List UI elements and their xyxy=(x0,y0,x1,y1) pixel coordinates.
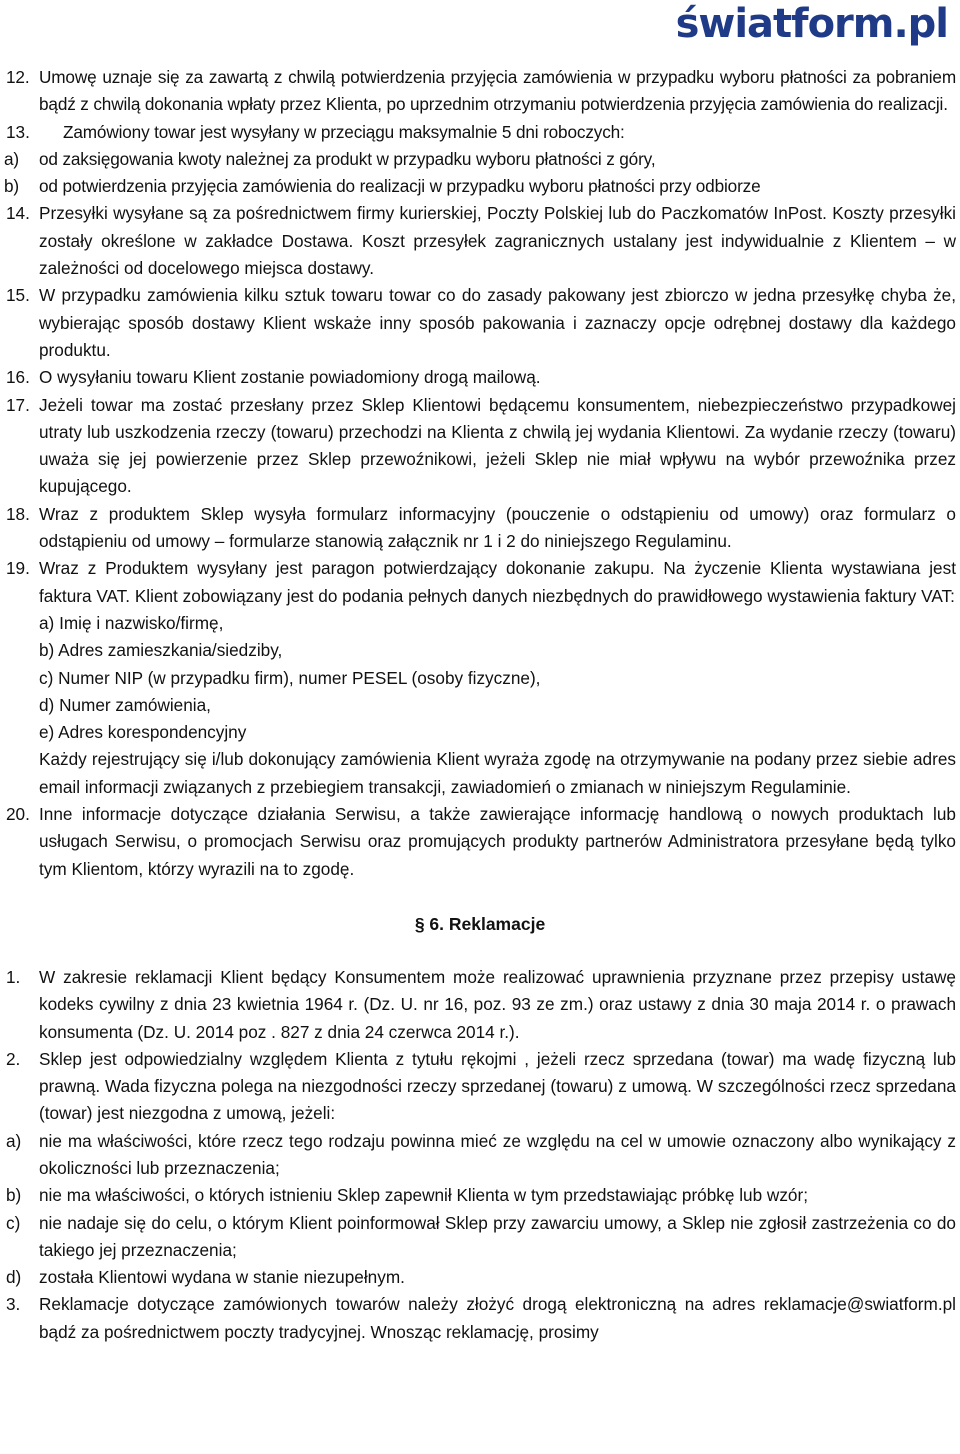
item-text: Jeżeli towar ma zostać przesłany przez Sklep Klientowi będącemu konsumentem, niebezpieczeństwo przypadkowej utraty lub uszkodzenia rzeczy (towaru) przechodzi na Klienta z chwilą jej wydania Klientowi. Za wydanie rzeczy (towaru) uważa się jej powierzenie przez Sklep przewoźnikowi, jeżeli Sklep nie miał wpływu na wybór przewoźnika przez kupującego. xyxy=(39,394,956,497)
list-item xyxy=(0,200,960,282)
item-text: W zakresie reklamacji Klient będący Konsumentem może realizować uprawnienia przyznane przez przepisy ustawę kodeks cywilny z dnia 23 kwietnia 1964 r. (Dz. U. nr 16, poz. 93 ze zm.) oraz ustawy z dnia 30 maja 2014 r. o prawach konsumenta (Dz. U. 2014 poz . 827 z dnia 24 czerwca 2014 r.). xyxy=(39,966,956,1042)
item-text: O wysyłaniu towaru Klient zostanie powiadomiony drogą mailową. xyxy=(39,367,541,388)
item-number: 1. xyxy=(6,966,21,987)
item-text: nie ma właściwości, które rzecz tego rodzaju powinna mieć ze względu na cel w umowie oznaczony albo wynikający z okoliczności lub przeznaczenia; xyxy=(39,1130,956,1178)
list-item xyxy=(0,364,960,391)
item-number: 12. xyxy=(6,67,30,87)
item-text: Wraz z produktem Sklep wysyła formularz informacyjny (pouczenie o odstąpieniu od umowy) oraz formularz o odstąpieniu od umowy – formularze stanowią załącznik nr 1 i 2 do niniejszego Regulaminu. xyxy=(39,503,956,552)
item-text: Każdy rejestrujący się i/lub dokonujący zamówienia Klient wyraża zgodę na otrzymywanie na podany przez siebie adres email informacji związanych z przebiegiem transakcji, zawiadomień o zmianach w niniejszym Regulaminie. xyxy=(39,749,956,797)
list-item xyxy=(0,282,960,364)
item-number: 16. xyxy=(6,367,30,388)
item-number: 20. xyxy=(6,804,30,825)
list-subitem xyxy=(0,173,960,200)
item-text: Sklep jest odpowiedzialny względem Klienta z tytułu rękojmi , jeżeli rzecz sprzedana (towar) ma wadę fizyczną lub prawną. Wada fizyczna polega na niezgodności rzeczy sprzedanej (towaru) z umową. W szczególności rzecz sprzedana (towar) jest niezgodna z umową, jeżeli: xyxy=(39,1048,956,1124)
item-text: nie nadaje się do celu, o którym Klient poinformował Sklep przy zawarciu umowy, a Sklep nie zgłosił zastrzeżenia co do takiego jej przeznaczenia; xyxy=(39,1212,956,1260)
item-number: 17. xyxy=(6,394,30,415)
subitem-label: e) xyxy=(39,722,55,743)
item-number: 14. xyxy=(6,203,30,224)
subitem-label: b) xyxy=(39,640,55,661)
item-text: Wraz z Produktem wysyłany jest paragon potwierdzający dokonanie zakupu. Na życzenie Klienta wystawiana jest faktura VAT. Klient zobowiązany jest do podania pełnych danych niezbędnych do prawidłowego wystawienia faktury VAT: xyxy=(39,558,956,606)
item-number: 3. xyxy=(6,1294,21,1315)
item-number: 15. xyxy=(6,285,30,306)
list-item xyxy=(0,1264,960,1291)
item-number: c) xyxy=(6,1212,21,1233)
item-text: Zamówiony towar jest wysyłany w przeciągu maksymalnie 5 dni roboczych: xyxy=(63,121,625,142)
subitem-label: c) xyxy=(39,667,54,688)
list-subitem xyxy=(0,610,960,637)
list-subitem xyxy=(0,692,960,719)
subitem-text: Adres korespondencyjny xyxy=(58,722,247,743)
item-number: a) xyxy=(6,1130,22,1151)
subitem-text: od zaksięgowania kwoty należnej za produkt w przypadku wyboru płatności z góry, xyxy=(39,148,656,169)
list-item xyxy=(0,1046,960,1128)
list-item xyxy=(0,501,960,556)
list-item xyxy=(0,392,960,501)
item-text: Reklamacje dotyczące zamówionych towarów należy złożyć drogą elektroniczną na adres reklamacje@swiatform.pl bądź za pośrednictwem poczty tradycyjnej. Wnosząc reklamację, prosimy xyxy=(39,1294,956,1342)
item-number: d) xyxy=(6,1267,22,1288)
item-continuation xyxy=(0,746,960,801)
list-item xyxy=(0,964,960,1046)
subitem-label: b) xyxy=(4,176,19,197)
subitem-text: Imię i nazwisko/firmę, xyxy=(59,612,224,633)
section-heading: § 6. Reklamacje xyxy=(414,913,546,934)
subitem-text: Numer NIP (w przypadku firm), numer PESEL (osoby fizyczne), xyxy=(58,667,541,688)
subitem-text: Adres zamieszkania/siedziby, xyxy=(58,640,283,661)
item-text: W przypadku zamówienia kilku sztuk towaru towar co do zasady pakowany jest zbiorczo w jedna przesyłkę chyba że, wybierając sposób dostawy Klient wskaże inny sposób pakowania i zaznaczy opcje odrębnej dostawy dla każdego produktu. xyxy=(39,285,956,360)
subitem-text: Numer zamówienia, xyxy=(59,694,211,715)
list-subitem xyxy=(0,719,960,746)
list-item xyxy=(0,555,960,610)
item-text: Przesyłki wysyłane są za pośrednictwem firmy kurierskiej, Poczty Polskiej lub do Paczkomatów InPost. Koszty przesyłki zostały określone w zakładce Dostawa. Koszt przesyłek zagranicznych ustalany jest indywidualnie z Klientem – w zależności od docelowego miejsca dostawy. xyxy=(39,203,956,279)
list-item xyxy=(0,1210,960,1265)
list-item xyxy=(0,64,960,119)
item-number: 18. xyxy=(6,503,30,524)
list-subitem xyxy=(0,637,960,664)
list-subitem xyxy=(0,146,960,173)
subitem-label: a) xyxy=(4,148,19,169)
item-text: nie ma właściwości, o których istnieniu Sklep zapewnił Klienta w tym przedstawiając próbkę lub wzór; xyxy=(39,1185,808,1206)
item-text: została Klientowi wydana w stanie niezupełnym. xyxy=(39,1267,405,1288)
item-number: b) xyxy=(6,1185,22,1206)
subitem-label: d) xyxy=(39,694,55,715)
item-number: 2. xyxy=(6,1048,21,1069)
list-subitem xyxy=(0,665,960,692)
logo: światform.pl xyxy=(675,1,948,47)
list-item xyxy=(0,801,960,883)
list-item xyxy=(0,119,960,146)
list-item xyxy=(0,1182,960,1209)
item-text: Umowę uznaje się za zawartą z chwilą potwierdzenia przyjęcia zamówienia w przypadku wyboru płatności za pobraniem bądź z chwilą dokonania wpłaty przez Klienta, po uprzednim otrzymaniu potwierdzenia przyjęcia zamówienia do realizacji. xyxy=(39,67,956,115)
subitem-label: a) xyxy=(39,612,55,633)
item-number: 19. xyxy=(6,558,30,579)
list-item xyxy=(0,1128,960,1183)
list-item xyxy=(0,1291,960,1346)
subitem-text: od potwierdzenia przyjęcia zamówienia do realizacji w przypadku wyboru płatności przy odbiorze xyxy=(39,176,761,197)
item-text: Inne informacje dotyczące działania Serwisu, a także zawierające informację handlową o nowych produktach lub usługach Serwisu, o promocjach Serwisu oraz promujących produkty partnerów Administratora przesyłane będą tylko tym Klientom, którzy wyrazili na to zgodę. xyxy=(39,804,956,879)
item-number: 13. xyxy=(6,121,30,142)
document-body xyxy=(0,64,960,1346)
